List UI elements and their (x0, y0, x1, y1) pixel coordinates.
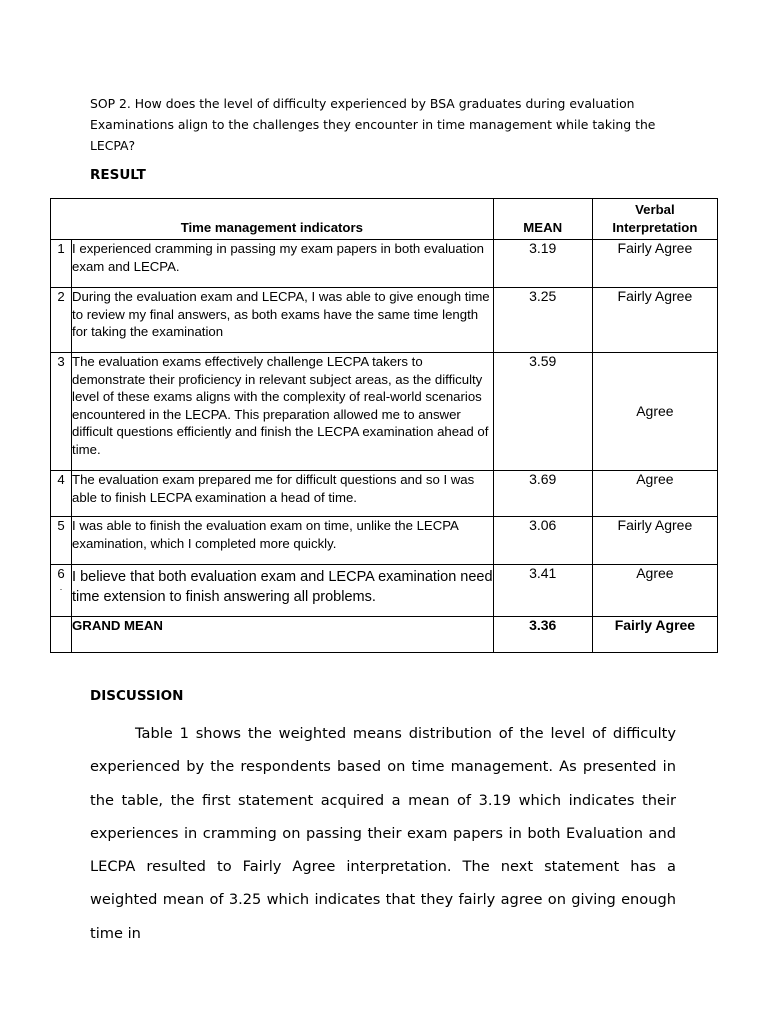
row-number: 3 (51, 353, 72, 471)
grand-mean-row (51, 617, 718, 653)
mean-value: 3.59 (493, 353, 592, 471)
table-row (51, 471, 718, 517)
indicator-text: I experienced cramming in passing my exam papers in both evaluation exam and LECPA. (72, 240, 494, 288)
grand-mean-number-cell (51, 617, 72, 653)
grand-mean-value: 3.36 (493, 617, 592, 653)
grand-mean-verbal: Fairly Agree (592, 617, 717, 653)
verbal-interpretation: Fairly Agree (592, 240, 717, 288)
table-header-row (51, 199, 718, 240)
verbal-interpretation: Fairly Agree (592, 517, 717, 565)
row-number: 1 (51, 240, 72, 288)
indicator-text: The evaluation exams effectively challenge LECPA takers to demonstrate their proficiency in relevant subject areas, as the difficulty level of these exams aligns with the complexity of real-world scenarios encountered in the LECPA. This preparation allowed me to answer difficult questions efficiently and finish the LECPA examination ahead of time. (72, 353, 494, 471)
mean-value: 3.19 (493, 240, 592, 288)
indicator-text: During the evaluation exam and LECPA, I was able to give enough time to review my final answers, as both exams have the same time length for taking the examination (72, 288, 494, 353)
row-number: 6 (57, 566, 65, 581)
indicator-text: The evaluation exam prepared me for difficult questions and so I was able to finish LECPA examination a head of time. (72, 471, 494, 517)
verbal-interpretation: Agree (592, 471, 717, 517)
verbal-interpretation: Fairly Agree (592, 288, 717, 353)
discussion-heading: DISCUSSION (90, 688, 184, 704)
header-verbal: Verbal Interpretation (592, 199, 717, 240)
mean-value: 3.69 (493, 471, 592, 517)
row-number: 4 (51, 471, 72, 517)
header-indicator: Time management indicators (51, 199, 494, 240)
table-row (51, 565, 718, 617)
mean-value: 3.25 (493, 288, 592, 353)
research-question: SOP 2. How does the level of difficulty experienced by BSA graduates during evaluation Examinations align to the challenges they encounter in time management while taking the LECPA? (90, 96, 656, 153)
discussion-paragraph: Table 1 shows the weighted means distribution of the level of difficulty experienced by the respondents based on time management. As presented in the table, the first statement acquired a mean of 3.19 which indicates their experiences in cramming on passing their exam papers in both Evaluation and LECPA resulted to Fairly Agree interpretation. The next statement has a weighted mean of 3.25 which indicates that they fairly agree on giving enough time in (90, 725, 676, 942)
table-row (51, 288, 718, 353)
indicator-text: I believe that both evaluation exam and LECPA examination need time extension to finish answering all problems. (72, 565, 494, 617)
verbal-interpretation: Agree (592, 565, 717, 617)
table-row (51, 517, 718, 565)
indicator-text: I was able to finish the evaluation exam on time, unlike the LECPA examination, which I completed more quickly. (72, 517, 494, 565)
time-management-table (50, 198, 718, 653)
verbal-interpretation: Agree (592, 353, 717, 471)
grand-mean-label: GRAND MEAN (72, 617, 494, 653)
row-number-cell (51, 565, 72, 617)
table-row (51, 240, 718, 288)
table-row (51, 353, 718, 471)
mean-value: 3.41 (493, 565, 592, 617)
mean-value: 3.06 (493, 517, 592, 565)
row-number-suffix: . (59, 581, 63, 592)
row-number: 2 (51, 288, 72, 353)
header-mean: MEAN (493, 199, 592, 240)
result-heading: RESULT (90, 167, 146, 183)
row-number: 5 (51, 517, 72, 565)
